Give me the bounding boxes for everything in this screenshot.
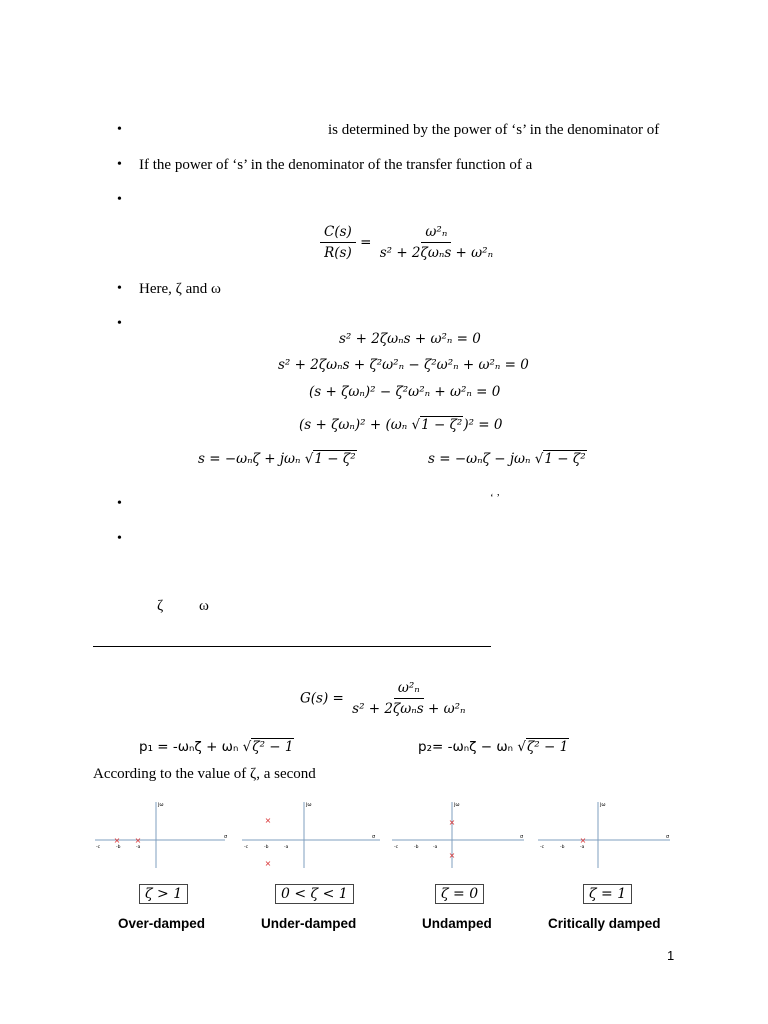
pole-marker: ×	[113, 836, 121, 845]
derivation-line-4-b: )² = 0	[463, 417, 503, 433]
pole-plot-underdamped	[242, 802, 380, 868]
bullet-text-4: Here, ζ and ω	[139, 281, 221, 297]
jw-label: jω	[600, 802, 606, 808]
jw-label: jω	[306, 802, 312, 808]
sigma-label: σ	[224, 834, 228, 840]
derivation-line-4: (s + ζωₙ)² + (ωₙ √1 − ζ²)² = 0	[299, 417, 503, 433]
g-left: G(s) =	[300, 690, 344, 707]
pole-plot-undamped	[392, 802, 524, 868]
pole-marker: ×	[264, 816, 272, 825]
root1-a: s = −ωₙζ + jωₙ	[198, 451, 305, 467]
horizontal-divider	[93, 646, 491, 647]
condition-box-undamped: ζ = 0	[435, 884, 484, 904]
caption-critically-damped: Critically damped	[548, 916, 661, 931]
tick-label-a: -a	[433, 845, 438, 850]
bullet-marker: •	[117, 316, 122, 331]
tf-num-right: ω²ₙ	[421, 224, 451, 243]
derivation-line-4-a: (s + ζωₙ)² + (ωₙ	[299, 417, 412, 433]
tick-label-a: -a	[284, 845, 289, 850]
root1-radicand: 1 − ζ²	[314, 451, 356, 467]
pole-plot-critically-damped	[538, 802, 670, 868]
g-num: ω²ₙ	[394, 680, 424, 699]
tick-label-b: -b	[116, 845, 121, 850]
bullet-marker: •	[117, 122, 122, 137]
derivation-line-2: s² + 2ζωₙs + ζ²ω²ₙ − ζ²ω²ₙ + ω²ₙ = 0	[278, 357, 529, 373]
g-transfer-function	[300, 680, 470, 717]
condition-box-critically-damped: ζ = 1	[583, 884, 632, 904]
page-number: 1	[667, 948, 675, 963]
tick-label-b: -b	[560, 845, 565, 850]
tf-den-left: R(s)	[324, 245, 352, 261]
pole-p1-equation: p₁ = -ωₙζ + ωₙ √ζ² − 1	[139, 739, 294, 755]
caption-underdamped: Under-damped	[261, 916, 357, 931]
pole-marker: ×	[448, 818, 456, 827]
tf-num-left: C(s)	[320, 224, 356, 243]
tick-label-a: -a	[580, 845, 585, 850]
root-equation-2: s = −ωₙζ − jωₙ √1 − ζ²	[428, 451, 586, 467]
pole-marker: ×	[134, 836, 142, 845]
root-equation-1: s = −ωₙζ + jωₙ √1 − ζ²	[198, 451, 356, 467]
bullet-marker: •	[117, 496, 122, 511]
bullet-marker: •	[117, 531, 122, 546]
tf-den-right: s² + 2ζωₙs + ω²ₙ	[379, 245, 494, 261]
pole-p2-equation: p₂= -ωₙζ − ωₙ √ζ² − 1	[418, 739, 569, 755]
derivation-line-4-radicand: 1 − ζ²	[421, 417, 463, 433]
quote-marks: ‘ ’	[490, 492, 501, 504]
bullet-text-1: is determined by the power of ‘s’ in the denominator of	[328, 122, 660, 138]
pole-plots-figure	[90, 798, 680, 870]
tick-label-c: -c	[244, 845, 249, 850]
tick-label-b: -b	[264, 845, 269, 850]
pole-marker: ×	[264, 859, 272, 868]
sigma-label: σ	[372, 834, 376, 840]
root2-radicand: 1 − ζ²	[544, 451, 586, 467]
p1-radicand: ζ² − 1	[252, 739, 294, 755]
zeta-symbol: ζ	[157, 598, 164, 614]
pole-marker: ×	[579, 836, 587, 845]
tick-label-c: -c	[394, 845, 399, 850]
p1-a: p₁ = -ωₙζ + ωₙ	[139, 739, 243, 755]
caption-overdamped: Over-damped	[118, 916, 206, 931]
jw-label: jω	[158, 802, 164, 808]
sigma-label: σ	[520, 834, 524, 840]
caption-undamped: Undamped	[422, 916, 492, 931]
root2-a: s = −ωₙζ − jωₙ	[428, 451, 535, 467]
transfer-function-equation: $\frac{C(s)}{R(s)}$ = $\frac{\text{ω²ₙ}}{\text{s² + 2ζωₙs + ω²ₙ}}$	[320, 224, 497, 261]
derivation-line-1: s² + 2ζωₙs + ω²ₙ = 0	[339, 331, 481, 347]
tick-label-c: -c	[96, 845, 101, 850]
tick-label-c: -c	[540, 845, 545, 850]
bullet-marker: •	[117, 281, 122, 296]
according-text: According to the value of ζ, a second	[93, 766, 316, 782]
bullet-marker: •	[117, 157, 122, 172]
tick-label-b: -b	[414, 845, 419, 850]
bullet-text-2: If the power of ‘s’ in the denominator of the transfer function of a	[139, 157, 533, 173]
condition-box-overdamped: ζ > 1	[139, 884, 188, 904]
pole-plot-overdamped	[95, 802, 228, 868]
p2-radicand: ζ² − 1	[526, 739, 569, 755]
condition-box-underdamped: 0 < ζ < 1	[275, 884, 354, 904]
sigma-label: σ	[666, 834, 670, 840]
pole-marker: ×	[448, 851, 456, 860]
bullet-marker: •	[117, 192, 122, 207]
tick-label-a: -a	[136, 845, 141, 850]
derivation-line-3: (s + ζωₙ)² − ζ²ω²ₙ + ω²ₙ = 0	[309, 384, 501, 400]
jw-label: jω	[454, 802, 460, 808]
omega-symbol: ω	[199, 598, 209, 614]
p2-a: p₂= -ωₙζ − ωₙ	[418, 739, 518, 755]
g-den: s² + 2ζωₙs + ω²ₙ	[352, 701, 466, 717]
